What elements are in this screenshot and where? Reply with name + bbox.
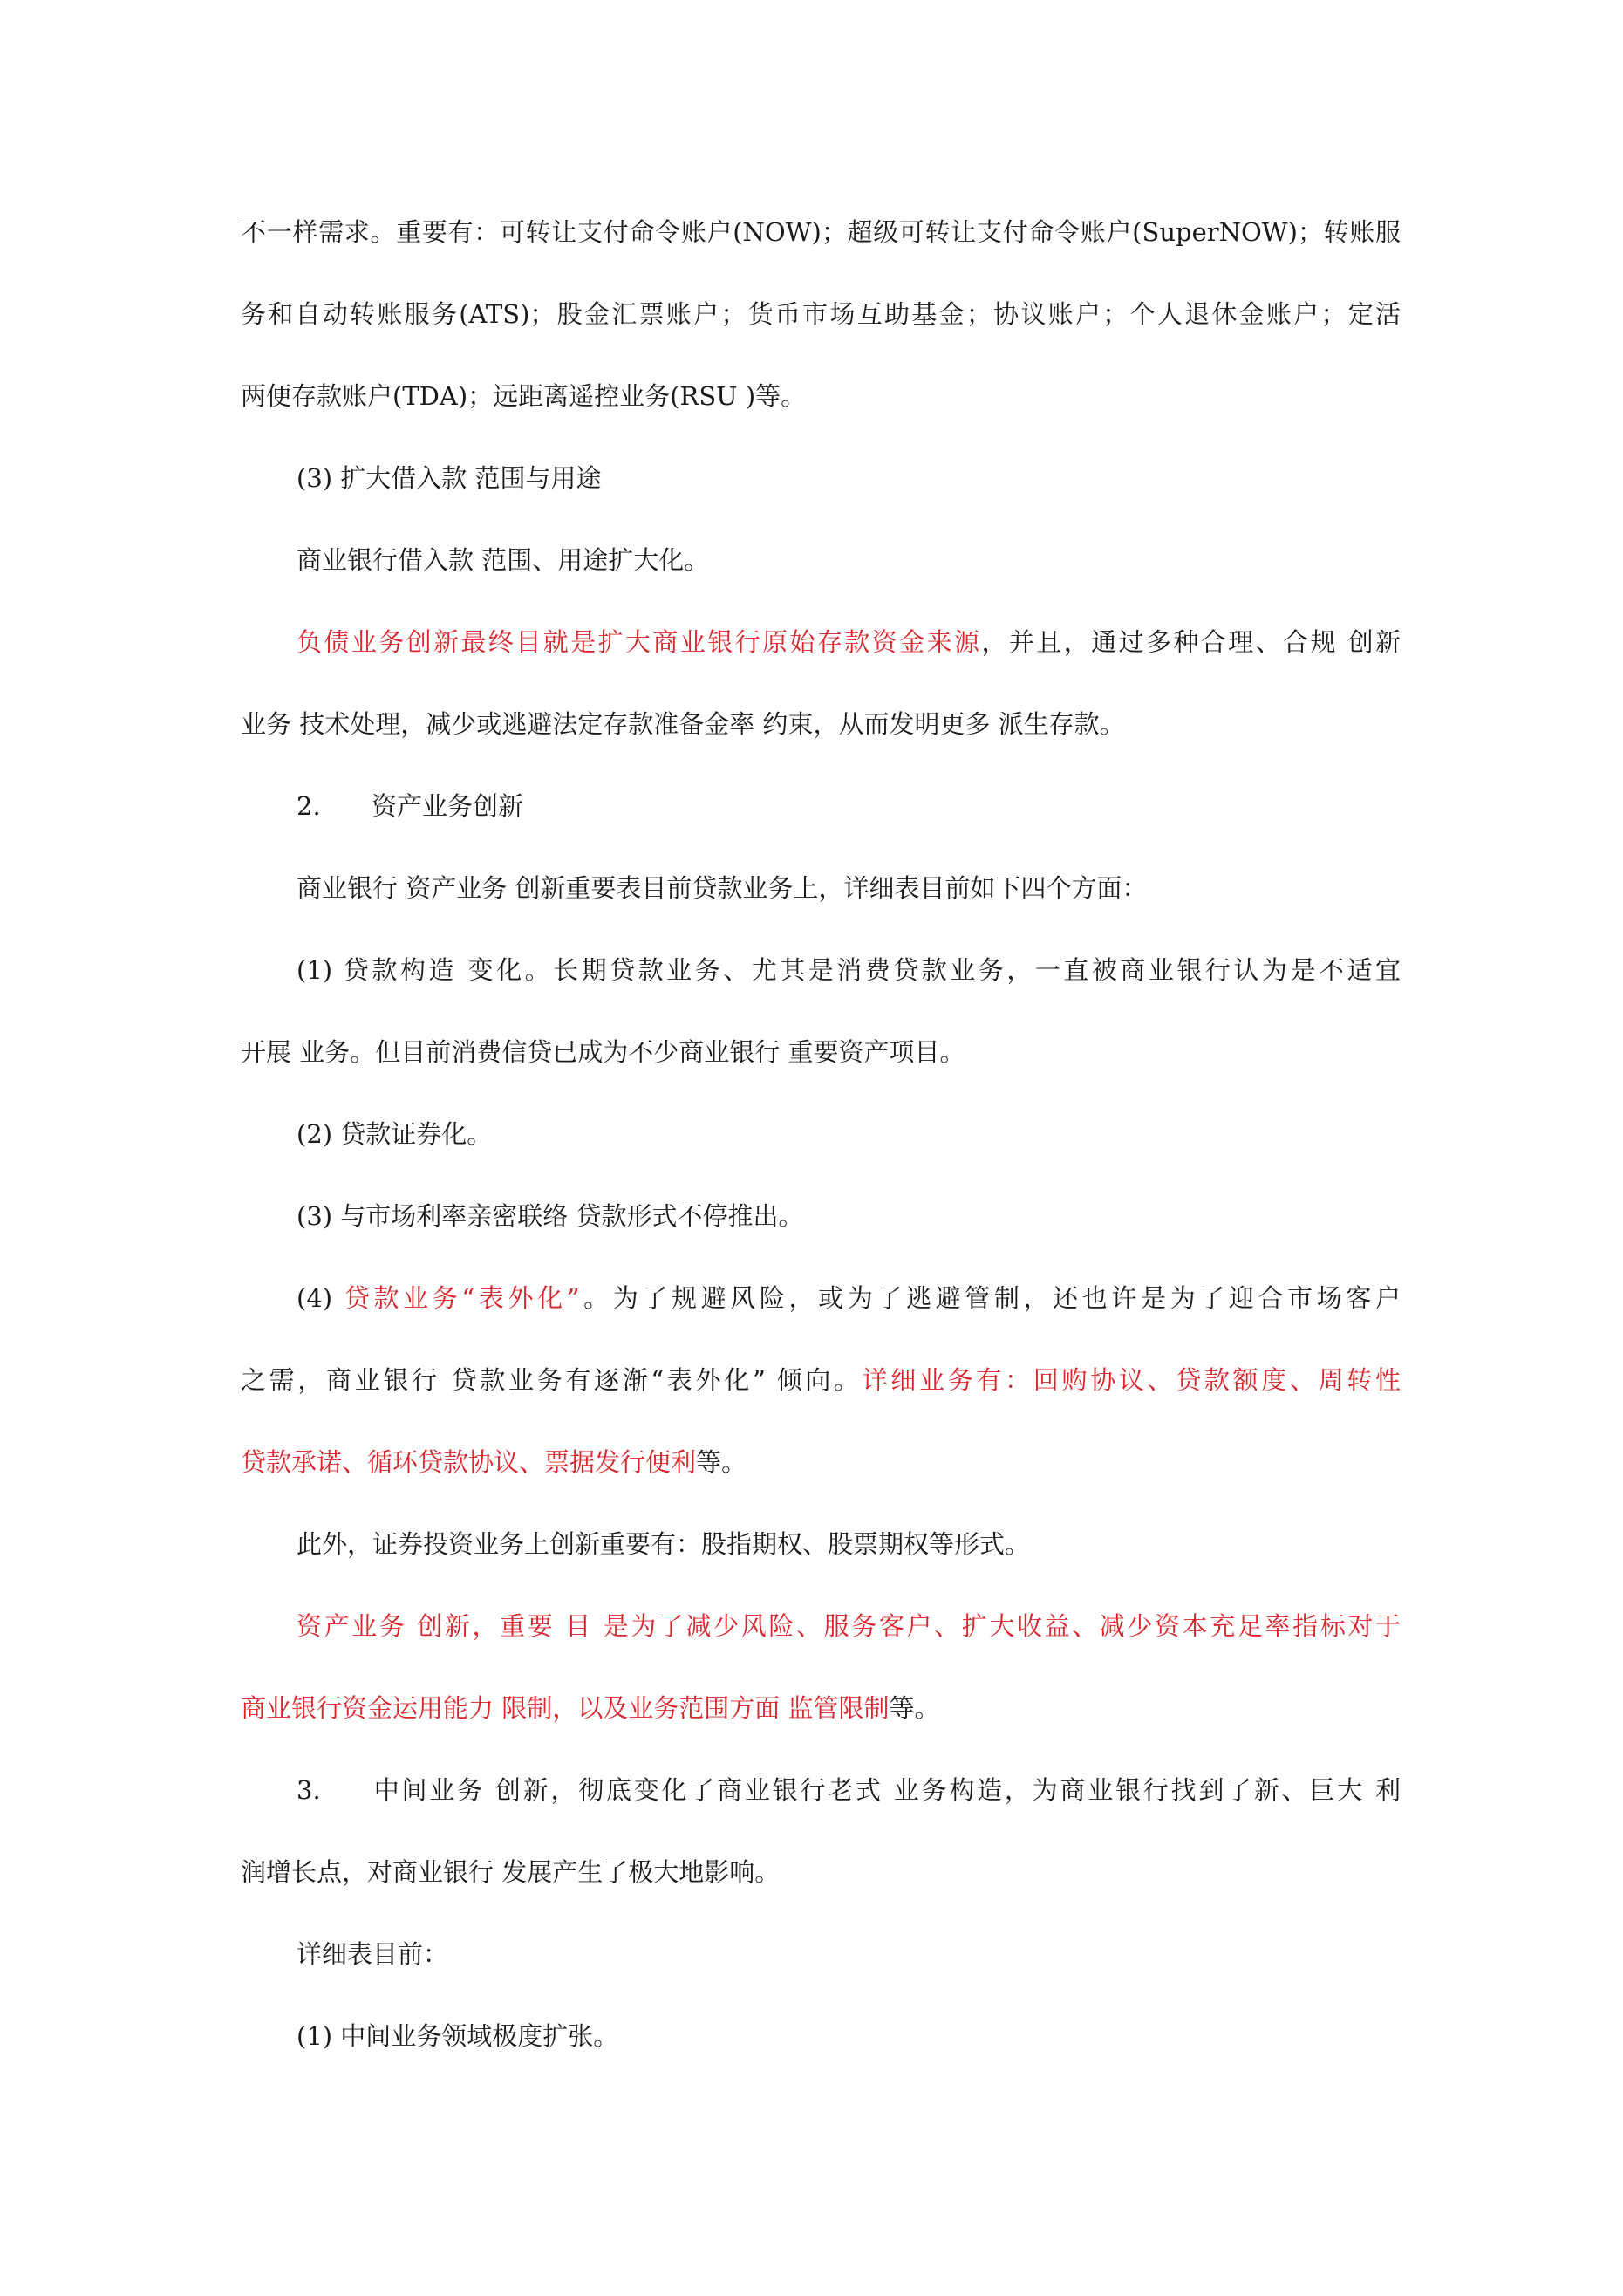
text-run: (1) 中间业务领域极度扩张。 [297,2021,619,2051]
highlight-text: 商业银行资金运用能力 限制，以及业务范围方面 监管限制 [241,1693,890,1723]
paragraph-line [297,1600,1401,1652]
paragraph-line [241,206,1401,258]
section-heading [297,780,1401,832]
section-heading [297,1764,1401,1816]
paragraph-line [241,1354,1401,1406]
text-run: 商业银行借入款 范围、用途扩大化。 [297,545,710,575]
text-run: 两便存款账户(TDA)；远距离遥控业务(RSU )等。 [241,381,807,411]
paragraph-line [241,1846,1401,1898]
list-number: (4) [297,1283,344,1313]
text-run: ，并且，通过多种合理、合规 创新 [981,627,1401,657]
text-run: 中间业务 创新，彻底变化了商业银行老式 业务构造，为商业银行找到了新、巨大 利 [372,1775,1401,1805]
paragraph-line [297,1928,1401,1980]
paragraph-line [297,944,1401,996]
text-run: 此外，证券投资业务上创新重要有：股指期权、股票期权等形式。 [297,1529,1031,1559]
paragraph-line [241,1436,1401,1488]
paragraph-line [297,1518,1401,1570]
list-item [297,1108,1401,1160]
paragraph-line [241,1026,1401,1078]
list-item [297,2010,1401,2062]
paragraph-line [241,698,1401,750]
text-run: (1) 贷款构造 变化。长期贷款业务、尤其是消费贷款业务，一直被商业银行认为是不适宜 [297,955,1401,985]
paragraph-line [297,862,1401,914]
text-run: (3) 扩大借入款 范围与用途 [297,463,602,493]
highlight-text: 详细业务有：回购协议、贷款额度、周转性 [862,1365,1401,1395]
list-item [297,1272,1401,1324]
text-run: 润增长点，对商业银行 发展产生了极大地影响。 [241,1857,781,1887]
text-run: (3) 与市场利率亲密联络 贷款形式不停推出。 [297,1201,804,1231]
highlight-text: 资产业务 创新，重要 目 是为了减少风险、服务客户、扩大收益、减少资本充足率指标对于 [297,1611,1401,1641]
text-run: 业务 技术处理，减少或逃避法定存款准备金率 约束，从而发明更多 派生存款。 [241,709,1125,739]
paragraph-line [241,288,1401,340]
text-run: 务和自动转账服务(ATS)；股金汇票账户；货币市场互助基金；协议账户；个人退休金账户；定活 [241,299,1401,329]
text-run: 详细表目前： [297,1939,449,1969]
section-title: 资产业务创新 [372,791,524,821]
text-run: 之需，商业银行 贷款业务有逐渐“表外化” 倾向。 [241,1365,863,1395]
text-run: 开展 业务。但目前消费信贷已成为不少商业银行 重要资产项目。 [241,1037,965,1067]
subheading [297,452,1401,504]
paragraph-line [297,534,1401,586]
section-number: 2. [297,791,321,821]
text-run: 。为了规避风险，或为了逃避管制，还也许是为了迎合市场客户 [579,1283,1401,1313]
paragraph-line [297,616,1401,668]
highlight-text: 贷款业务“表外化” [344,1283,580,1313]
highlight-text: 负债业务创新最终目就是扩大商业银行原始存款资金来源 [297,627,982,657]
section-number: 3. [297,1775,321,1805]
paragraph-line [241,370,1401,422]
text-run: 不一样需求。重要有：可转让支付命令账户(NOW)；超级可转让支付命令账户(SuperNOW)；转账服 [241,217,1401,247]
text-run: 商业银行 资产业务 创新重要表目前贷款业务上，详细表目前如下四个方面： [297,873,1148,903]
highlight-text: 贷款承诺、循环贷款协议、票据发行便利 [241,1447,697,1477]
list-item [297,1190,1401,1242]
text-run: 等。 [889,1693,940,1723]
paragraph-line [241,1682,1401,1734]
text-run: (2) 贷款证券化。 [297,1119,493,1149]
text-run: 等。 [696,1447,747,1477]
